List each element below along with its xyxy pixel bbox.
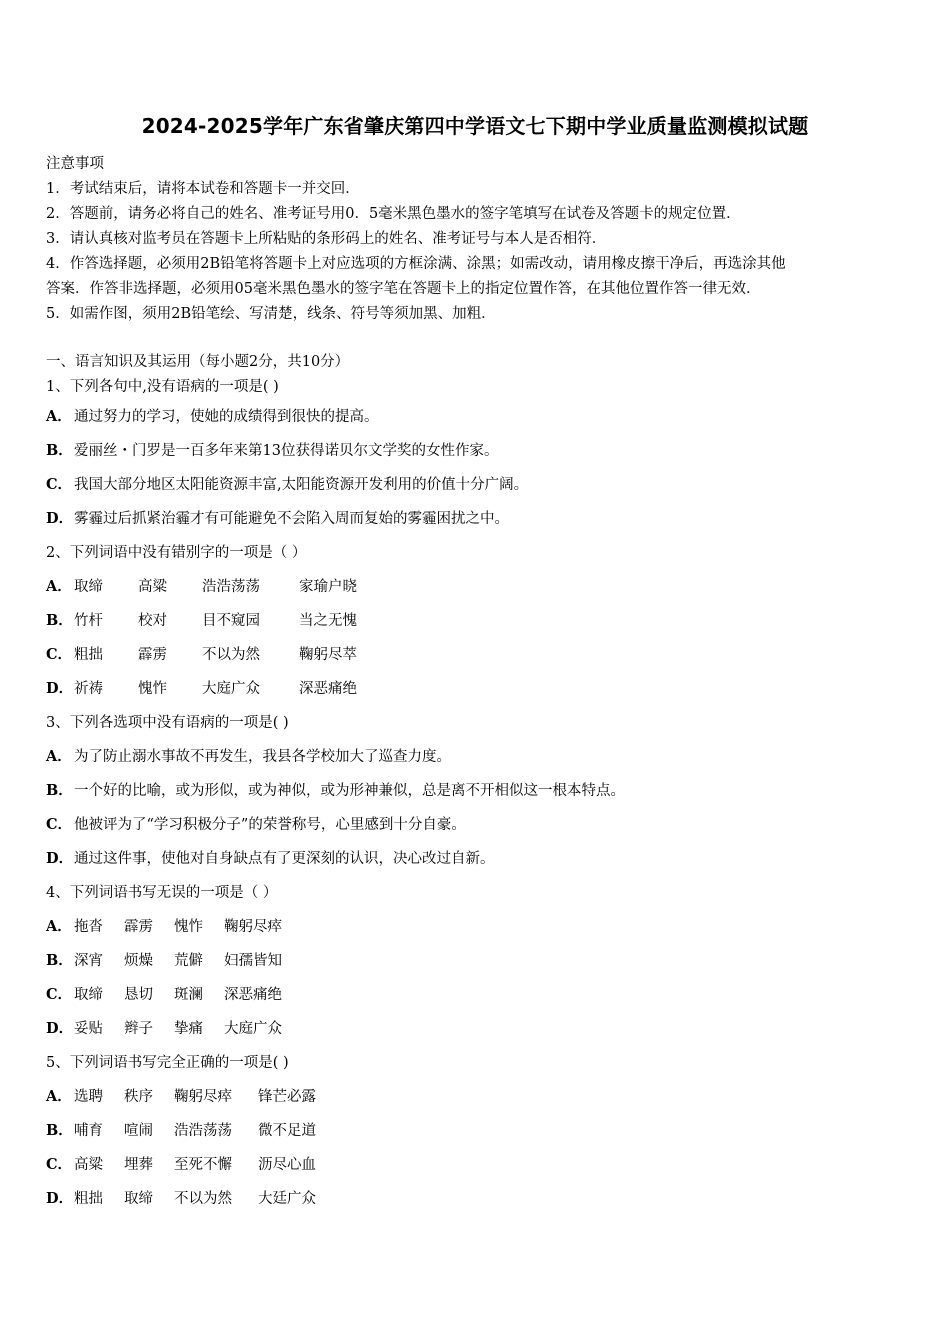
option-word: 粗拙 — [74, 1191, 103, 1207]
question-2-option-d[interactable] — [46, 672, 906, 706]
option-text: 雾霾过后抓紧治霾才有可能避免不会陷入周而复始的雾霾困扰之中。 — [74, 511, 509, 527]
option-word: 妇孺皆知 — [224, 953, 282, 969]
option-letter: D． — [46, 510, 74, 527]
option-word: 沥尽心血 — [258, 1157, 316, 1173]
option-word: 霹雳 — [124, 919, 153, 935]
option-text: 一个好的比喻，或为形似，或为神似，或为形神兼似，总是离不开相似这一根本特点。 — [74, 783, 625, 799]
option-text: 通过这件事，使他对自身缺点有了更深刻的认识，决心改过自新。 — [74, 851, 495, 867]
option-word: 荒僻 — [174, 953, 203, 969]
question-5-option-c[interactable] — [46, 1148, 906, 1182]
option-text: 通过努力的学习，使她的成绩得到很快的提高。 — [74, 409, 379, 425]
option-word: 埋葬 — [124, 1157, 153, 1173]
option-word: 大廷广众 — [258, 1191, 316, 1207]
question-4-option-d[interactable] — [46, 1012, 906, 1046]
question-1-option-a[interactable] — [46, 400, 906, 434]
note-line: 1．考试结束后，请将本试卷和答题卡一并交回． — [46, 181, 360, 197]
question-4-option-a[interactable] — [46, 910, 906, 944]
option-letter: D． — [46, 1190, 74, 1207]
option-word: 目不窥园 — [202, 613, 260, 629]
option-word: 深宵 — [74, 953, 103, 969]
notes-heading: 注意事项 — [46, 156, 104, 172]
option-word: 大庭广众 — [224, 1021, 282, 1037]
question-1-option-d[interactable] — [46, 502, 906, 536]
option-word: 粗拙 — [74, 647, 103, 663]
option-word: 挚痛 — [174, 1021, 203, 1037]
option-word: 家瑜户晓 — [299, 579, 357, 595]
option-word: 不以为然 — [174, 1191, 232, 1207]
option-word: 妥贴 — [74, 1021, 103, 1037]
option-word: 鞠躬尽瘁 — [224, 919, 282, 935]
option-word: 祈祷 — [74, 681, 103, 697]
option-letter: C． — [46, 986, 73, 1003]
note-line: 4．作答选择题，必须用2B铅笔将答题卡上对应选项的方框涂满、涂黑；如需改动，请用橡皮擦干净后，再选涂其他 — [46, 256, 786, 272]
section-language-knowledge — [46, 350, 906, 1216]
option-word: 浩浩荡荡 — [174, 1123, 232, 1139]
note-line: 3．请认真核对监考员在答题卡上所粘贴的条形码上的姓名、准考证号与本人是否相符． — [46, 231, 607, 247]
question-3-option-a[interactable] — [46, 740, 906, 774]
option-word: 大庭广众 — [202, 681, 260, 697]
option-word: 竹杆 — [74, 613, 103, 629]
option-word: 取缔 — [74, 579, 103, 595]
option-letter: A． — [46, 578, 72, 595]
option-word: 哺育 — [74, 1123, 103, 1139]
option-letter: D． — [46, 850, 74, 867]
question-2-option-c[interactable] — [46, 638, 906, 672]
option-word: 取缔 — [124, 1191, 153, 1207]
option-word: 辫子 — [124, 1021, 153, 1037]
question-5-option-d[interactable] — [46, 1182, 906, 1216]
option-word: 霹雳 — [138, 647, 167, 663]
option-letter: B． — [46, 612, 73, 629]
option-word: 深恶痛绝 — [224, 987, 282, 1003]
option-text: 为了防止溺水事故不再发生，我县各学校加大了巡查力度。 — [74, 749, 451, 765]
option-word: 高粱 — [138, 579, 167, 595]
option-word: 不以为然 — [202, 647, 260, 663]
option-word: 至死不懈 — [174, 1157, 232, 1173]
option-word: 拖沓 — [74, 919, 103, 935]
note-line: 答案．作答非选择题，必须用05毫米黑色墨水的签字笔在答题卡上的指定位置作答，在其他位置作答一律无效． — [46, 281, 761, 297]
option-text: 我国大部分地区太阳能资源丰富,太阳能资源开发利用的价值十分广阔。 — [74, 477, 529, 493]
option-word: 烦燥 — [124, 953, 153, 969]
question-5-stem: 5、下列词语书写完全正确的一项是( ) — [46, 1055, 289, 1071]
option-text: 爱丽丝・门罗是一百多年来第13位获得诺贝尔文学奖的女性作家。 — [74, 443, 499, 459]
option-letter: A． — [46, 1088, 72, 1105]
question-1-stem: 1、下列各句中,没有语病的一项是( ) — [46, 379, 279, 395]
page-title: 2024-2025学年广东省肇庆第四中学语文七下期中学业质量监测模拟试题 — [141, 114, 809, 138]
option-word: 高粱 — [74, 1157, 103, 1173]
question-4-option-c[interactable] — [46, 978, 906, 1012]
option-letter: A． — [46, 408, 72, 425]
question-3-option-c[interactable] — [46, 808, 906, 842]
question-2-option-b[interactable] — [46, 604, 906, 638]
option-word: 秩序 — [124, 1089, 153, 1105]
option-word: 斑澜 — [174, 987, 203, 1003]
notes-block — [46, 152, 906, 327]
option-word: 愧怍 — [174, 919, 203, 935]
option-word: 愧怍 — [138, 681, 167, 697]
option-letter: B． — [46, 1122, 73, 1139]
question-3-option-b[interactable] — [46, 774, 906, 808]
option-text: 他被评为了“学习积极分子”的荣誉称号，心里感到十分自豪。 — [74, 817, 466, 833]
option-word: 鞠躬尽萃 — [299, 647, 357, 663]
option-word: 当之无愧 — [299, 613, 357, 629]
option-letter: C． — [46, 646, 73, 663]
note-line: 2．答题前，请务必将自己的姓名、准考证号用0．5毫米黑色墨水的签字笔填写在试卷及答题卡的规定位置． — [46, 206, 741, 222]
option-word: 浩浩荡荡 — [202, 579, 260, 595]
option-word: 校对 — [138, 613, 167, 629]
question-2-option-a[interactable] — [46, 570, 906, 604]
option-letter: B． — [46, 952, 73, 969]
section-heading: 一、语言知识及其运用（每小题2分，共10分） — [46, 354, 350, 370]
note-line: 5．如需作图，须用2B铅笔绘、写清楚，线条、符号等须加黑、加粗． — [46, 306, 496, 322]
question-3-stem: 3、下列各选项中没有语病的一项是( ) — [46, 715, 289, 731]
question-1-option-b[interactable] — [46, 434, 906, 468]
option-word: 微不足道 — [258, 1123, 316, 1139]
question-4-option-b[interactable] — [46, 944, 906, 978]
option-word: 深恶痛绝 — [299, 681, 357, 697]
option-word: 锋芒必露 — [258, 1089, 316, 1105]
option-word: 恳切 — [124, 987, 153, 1003]
question-2-stem: 2、下列词语中没有错别字的一项是（ ） — [46, 545, 307, 561]
option-word: 取缔 — [74, 987, 103, 1003]
option-letter: C． — [46, 1156, 73, 1173]
option-letter: A． — [46, 748, 72, 765]
option-letter: C． — [46, 816, 73, 833]
option-letter: B． — [46, 442, 73, 459]
option-word: 鞠躬尽瘁 — [174, 1089, 232, 1105]
question-4-stem: 4、下列词语书写无误的一项是（ ） — [46, 885, 278, 901]
question-3-option-d[interactable] — [46, 842, 906, 876]
option-letter: D． — [46, 1020, 74, 1037]
option-letter: A． — [46, 918, 72, 935]
question-5-option-b[interactable] — [46, 1114, 906, 1148]
option-letter: B． — [46, 782, 73, 799]
option-word: 选聘 — [74, 1089, 103, 1105]
option-letter: C． — [46, 476, 73, 493]
option-word: 喧闹 — [124, 1123, 153, 1139]
question-5-option-a[interactable] — [46, 1080, 906, 1114]
option-letter: D． — [46, 680, 74, 697]
question-1-option-c[interactable] — [46, 468, 906, 502]
